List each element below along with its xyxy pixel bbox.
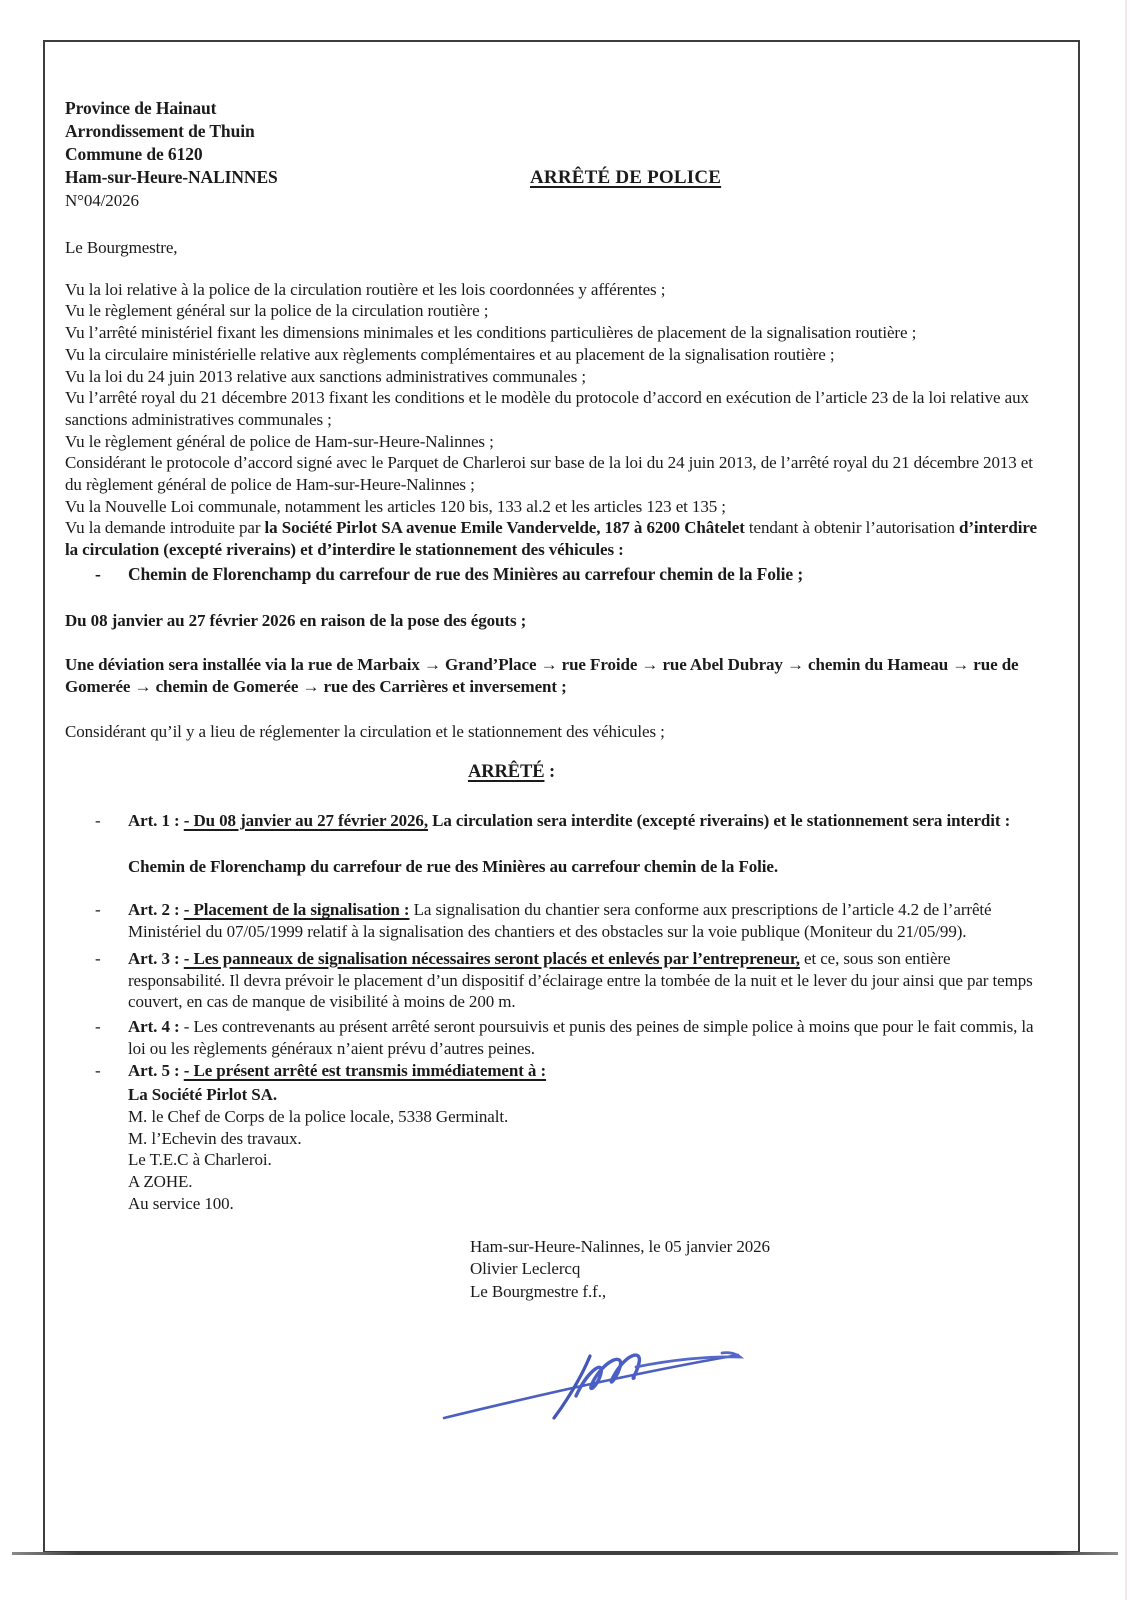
list-dash: -: [95, 1016, 101, 1036]
document-number: N°04/2026: [65, 191, 139, 210]
signature-block: [470, 1236, 1038, 1304]
clause-vu-4: Vu la circulaire ministérielle relative aux règlements complémentaires et au placement de la signalisation routière ;: [65, 344, 835, 364]
list-dash: -: [95, 563, 101, 584]
street-list-item: [65, 564, 1038, 586]
signature-place-date: Ham-sur-Heure-Nalinnes, le 05 janvier 2026: [470, 1236, 770, 1256]
decree-heading-word: ARRÊTÉ: [467, 762, 545, 783]
period-paragraph: Du 08 janvier au 27 février 2026 en raison de la pose des égouts ;: [65, 610, 527, 630]
sender-line-province: Province de Hainaut: [65, 98, 217, 118]
decree-heading: [25, 762, 998, 784]
article-3-subject: - Les panneaux de signalisation nécessaires seront placés et enlevés par l’entrepreneur,: [183, 948, 800, 968]
article-1-text: La circulation sera interdite (excepté riverains) et le stationnement sera interdit :: [427, 811, 1011, 831]
clause-vu-3: Vu l’arrêté ministériel fixant les dimensions minimales et les conditions particulières de placement de la signalisation routière ;: [65, 323, 917, 343]
recipient-tec: Le T.E.C à Charleroi.: [128, 1150, 272, 1170]
article-5: [65, 1060, 1038, 1082]
clause-vu-8: Vu la Nouvelle Loi communale, notamment les articles 120 bis, 133 al.2 et les articles 123 et 135 ;: [65, 496, 726, 516]
scan-edge-artifact: [1125, 0, 1127, 1600]
clause-considerant-2: Considérant qu’il y a lieu de réglementer la circulation et le stationnement des véhicules ;: [65, 721, 665, 741]
document-title: ARRÊTÉ DE POLICE: [530, 167, 722, 188]
recipients-list: [65, 1084, 1038, 1215]
demande-pre: Vu la demande introduite par: [65, 518, 265, 538]
article-2-text: La signalisation du chantier sera conforme aux prescriptions de l’article 4.2 de l’arrêté Ministériel du 07/05/1999 relatif à la signalisation des chantiers et des obstacles sur la voie publique (Moniteur du 21/05/99).: [128, 900, 992, 942]
sender-line-arrondissement: Arrondissement de Thuin: [65, 121, 255, 141]
article-1-street: Chemin de Florenchamp du carrefour de rue des Minières au carrefour chemin de la Folie.: [128, 856, 778, 876]
deviation-paragraph: Une déviation sera installée via la rue de Marbaix → Grand’Place → rue Froide → rue Abel Dubray → chemin du Hameau → rue de Gomerée → chemin de Gomerée → rue des Carrières et inversement ;: [65, 655, 1019, 696]
clause-vu-1: Vu la loi relative à la police de la circulation routière et les lois coordonnées y afférentes ;: [65, 279, 666, 299]
article-3-text: et ce, sous son entière responsabilité. Il devra prévoir le placement d’un dispositif d’éclairage entre la tombée de la nuit et le lever du jour ainsi que par temps couvert, en cas de manque de visibilité à moins de 200 m.: [128, 948, 1033, 1012]
street-item-text: Chemin de Florenchamp du carrefour de rue des Minières au carrefour chemin de la Folie ;: [128, 563, 804, 584]
article-5-subject: - Le présent arrêté est transmis immédiatement à :: [183, 1061, 547, 1081]
document-body: [65, 97, 1038, 1304]
clause-demande: [65, 517, 1038, 560]
salutation: Le Bourgmestre,: [65, 238, 178, 257]
clause-considerant-1: Considérant le protocole d’accord signé avec le Parquet de Charleroi sur base de la loi du 24 juin 2013, de l’arrêté royal du 21 décembre 2013 et du règlement général de police de Ham-sur-Heure-Nalinnes ;: [65, 453, 1033, 495]
sender-line-commune: Commune de 6120: [65, 144, 203, 164]
signature-handwriting: [438, 1340, 750, 1422]
article-2-label: Art. 2 :: [128, 900, 184, 920]
article-4-label: Art. 4 :: [128, 1016, 184, 1036]
demande-mid: tendant à obtenir l’autorisation: [744, 518, 959, 538]
sender-block: [65, 97, 1038, 212]
clause-vu-7: Vu le règlement général de police de Ham-sur-Heure-Nalinnes ;: [65, 431, 494, 451]
signer-title: Le Bourgmestre f.f.,: [470, 1282, 607, 1302]
recipient-service100: Au service 100.: [128, 1194, 234, 1214]
article-1-label: Art. 1 :: [128, 811, 184, 831]
demande-object: d’interdire la circulation (excepté riverains) et d’interdire le stationnement des véhicules :: [65, 518, 1037, 560]
recipient-police: M. le Chef de Corps de la police locale, 5338 Germinalt.: [128, 1106, 509, 1126]
decree-heading-colon: :: [544, 762, 556, 783]
article-5-label: Art. 5 :: [128, 1061, 184, 1081]
clause-vu-5: Vu la loi du 24 juin 2013 relative aux sanctions administratives communales ;: [65, 366, 587, 386]
list-dash: -: [95, 811, 101, 831]
list-dash: -: [95, 948, 101, 968]
article-4: [65, 1016, 1038, 1059]
article-1: [65, 810, 1038, 832]
demande-company: la Société Pirlot SA avenue Emile Vandervelde, 187 à 6200 Châtelet: [264, 518, 745, 538]
signer-name: Olivier Leclercq: [470, 1259, 581, 1279]
preamble-clauses: [65, 279, 1038, 561]
articles-list: [65, 810, 1038, 1215]
recipient-zohe: A ZOHE.: [128, 1172, 193, 1192]
article-1-dates: - Du 08 janvier au 27 février 2026,: [183, 811, 428, 831]
article-4-text: - Les contrevenants au présent arrêté seront poursuivis et punis des peines de simple police à moins que pour le fait commis, la loi ou les règlements généraux n’aient prévu d’autres peines.: [128, 1016, 1034, 1058]
article-3: [65, 948, 1038, 1013]
list-dash: -: [95, 900, 101, 920]
scan-edge-line: [12, 1552, 1118, 1555]
article-2: [65, 899, 1038, 942]
recipient-echevin: M. l’Echevin des travaux.: [128, 1128, 302, 1148]
recipient-company: La Société Pirlot SA.: [128, 1085, 277, 1105]
article-3-label: Art. 3 :: [128, 948, 184, 968]
list-dash: -: [95, 1061, 101, 1081]
clause-vu-6: Vu l’arrêté royal du 21 décembre 2013 fixant les conditions et le modèle du protocole d’accord en exécution de l’article 23 de la loi relative aux sanctions administratives communales ;: [65, 388, 1029, 429]
article-2-subject: - Placement de la signalisation :: [183, 900, 410, 920]
sender-line-locality: Ham-sur-Heure-NALINNES: [65, 167, 278, 187]
clause-vu-2: Vu le règlement général sur la police de la circulation routière ;: [65, 301, 489, 321]
